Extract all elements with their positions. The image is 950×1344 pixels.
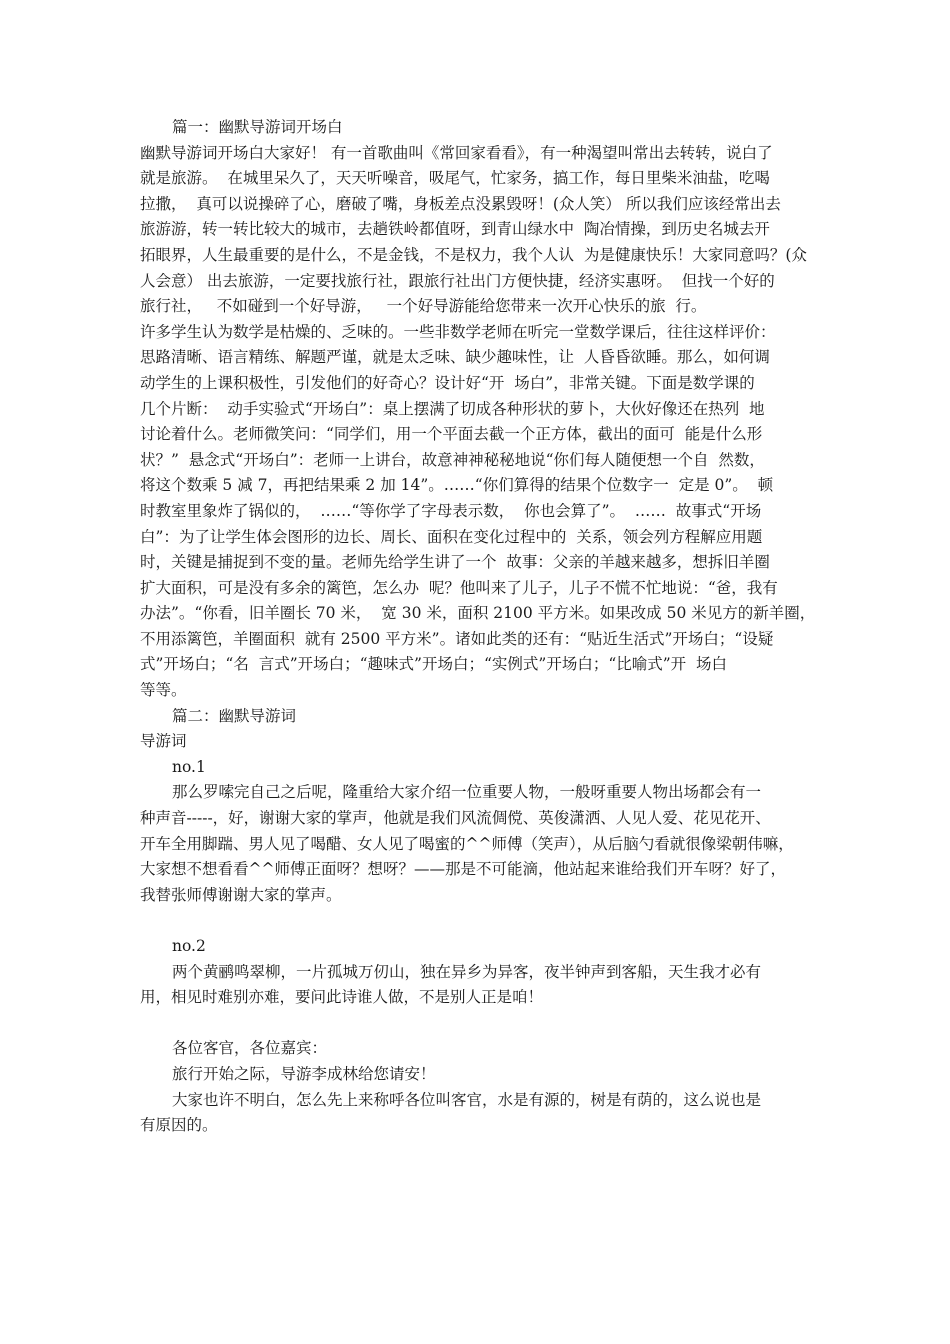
paragraph-line: 白”：为了让学生体会图形的边长、周长、面积在变化过程中的 关系，领会列方程解应用题 xyxy=(140,527,763,546)
closing-greeting: 各位客官，各位嘉宾： xyxy=(172,1039,328,1058)
document-page xyxy=(140,115,816,1139)
paragraph-line: 时，关键是捕捉到不变的量。老师先给学生讲了一个 故事：父亲的羊越来越多，想拆旧羊圈 xyxy=(140,553,770,572)
paragraph-line: 旅游游，转一转比较大的城市，去趟铁岭都值呀，到青山绿水中 陶冶情操，到历史名城去开 xyxy=(140,220,770,239)
blank-line xyxy=(140,1011,812,1037)
paragraph-line: 动学生的上课积极性，引发他们的好奇心？设计好“开 场白”，非常关键。下面是数学课的 xyxy=(140,373,755,392)
paragraph-line: 种声音-----，好，谢谢大家的掌声，他就是我们风流倜傥、英俊潇洒、人见人爱、花见花开、 xyxy=(140,809,771,828)
heading-part-1: 篇一：幽默导游词开场白 xyxy=(172,118,343,136)
paragraph-line: 思路清晰、语言精练、解题严谨，就是太乏味、缺少趣味性，让 人昏昏欲睡。那么，如何调 xyxy=(140,348,770,367)
paragraph-line: 不用添篱笆，羊圈面积 就有 2500 平方米”。诸如此类的还有：“贴近生活式”开场白；“设疑 xyxy=(140,629,774,648)
paragraph-line: 拓眼界，人生最重要的是什么，不是金钱，不是权力，我个人认 为是健康快乐！大家同意吗？(众 xyxy=(140,245,807,264)
paragraph-line: 拉撒， 真可以说操碎了心，磨破了嘴，身板差点没累毁呀！(众人笑） 所以我们应该经常出去 xyxy=(140,194,781,213)
paragraph-line: 办法”。“你看，旧羊圈长 70 米， 宽 30 米，面积 2100 平方米。如果改成 50 米见方的新羊圈， xyxy=(140,604,816,623)
paragraph-line: 时教室里象炸了锅似的， ……“等你学了字母表示数， 你也会算了”。 …… 故事式“开场 xyxy=(140,501,762,520)
item-label-no2: no.2 xyxy=(172,937,206,955)
paragraph-line: 幽默导游词开场白大家好！ 有一首歌曲叫《常回家看看》，有一种渴望叫常出去转转，说白了 xyxy=(140,143,773,162)
closing-intro: 旅行开始之际，导游李成林给您请安！ xyxy=(172,1064,436,1083)
paragraph-line: 人会意） 出去旅游，一定要找旅行社，跟旅行社出门方便快捷，经济实惠呀。 但找一个好的 xyxy=(140,271,775,290)
paragraph-line: 用，相见时难别亦难，要问此诗谁人做，不是别人正是咱！ xyxy=(140,988,544,1007)
paragraph-line: 就是旅游。 在城里呆久了，天天听噪音，吸尾气，忙家务，搞工作，每日里柴米油盐，吃喝 xyxy=(140,169,770,188)
paragraph-line: 几个片断： 动手实验式“开场白”：桌上摆满了切成各种形状的萝卜，大伙好像还在热列 地 xyxy=(140,399,765,418)
blank-line xyxy=(140,908,812,934)
paragraph-line: 将这个数乘 5 减 7，再把结果乘 2 加 14”。……“你们算得的结果个位数字一 定是 0”。 顿 xyxy=(140,476,774,495)
paragraph-line: 开车全用脚踹、男人见了喝醋、女人见了喝蜜的^^师傅（笑声），从后脑勺看就很像梁朝伟嘛， xyxy=(140,834,794,853)
paragraph-line: 大家想不想看看^^师傅正面呀？想呀？——那是不可能滴，他站起来谁给我们开车呀？好了， xyxy=(140,860,786,879)
paragraph-line: 式”开场白；“名 言式”开场白；“趣味式”开场白；“实例式”开场白；“比喻式”开 场白 xyxy=(140,655,728,674)
subheading: 导游词 xyxy=(140,732,187,751)
paragraph-line: 讨论着什么。老师微笑问：“同学们，用一个平面去截一个正方体，截出的面可 能是什么形 xyxy=(140,425,763,444)
heading-part-2: 篇二：幽默导游词 xyxy=(172,706,297,725)
paragraph-line: 我替张师傅谢谢大家的掌声。 xyxy=(140,885,342,904)
paragraph-line: 旅行社， 不如碰到一个好导游， 一个好导游能给您带来一次开心快乐的旅 行。 xyxy=(140,297,707,316)
paragraph-line: 大家也许不明白，怎么先上来称呼各位叫客官，水是有源的，树是有荫的，这么说也是 xyxy=(172,1090,762,1109)
paragraph-line: 两个黄鹂鸣翠柳，一片孤城万仞山，独在异乡为异客，夜半钟声到客船，天生我才必有 xyxy=(172,962,762,981)
paragraph-line: 那么罗嗦完自己之后呢，隆重给大家介绍一位重要人物，一般呀重要人物出场都会有一 xyxy=(172,783,762,802)
item-label-no1: no.1 xyxy=(172,757,206,776)
paragraph-line: 有原因的。 xyxy=(140,1116,218,1135)
paragraph-line: 状？” 悬念式“开场白”：老师一上讲台，故意神神秘秘地说“你们每人随便想一个自 然数， xyxy=(140,450,765,469)
paragraph-line: 扩大面积，可是没有多余的篱笆，怎么办 呢？他叫来了儿子，儿子不慌不忙地说：“爸，我有 xyxy=(140,578,778,597)
paragraph-line: 许多学生认为数学是枯燥的、乏味的。一些非数学老师在听完一堂数学课后，往往这样评价： xyxy=(140,322,776,341)
paragraph-line: 等等。 xyxy=(140,681,187,700)
